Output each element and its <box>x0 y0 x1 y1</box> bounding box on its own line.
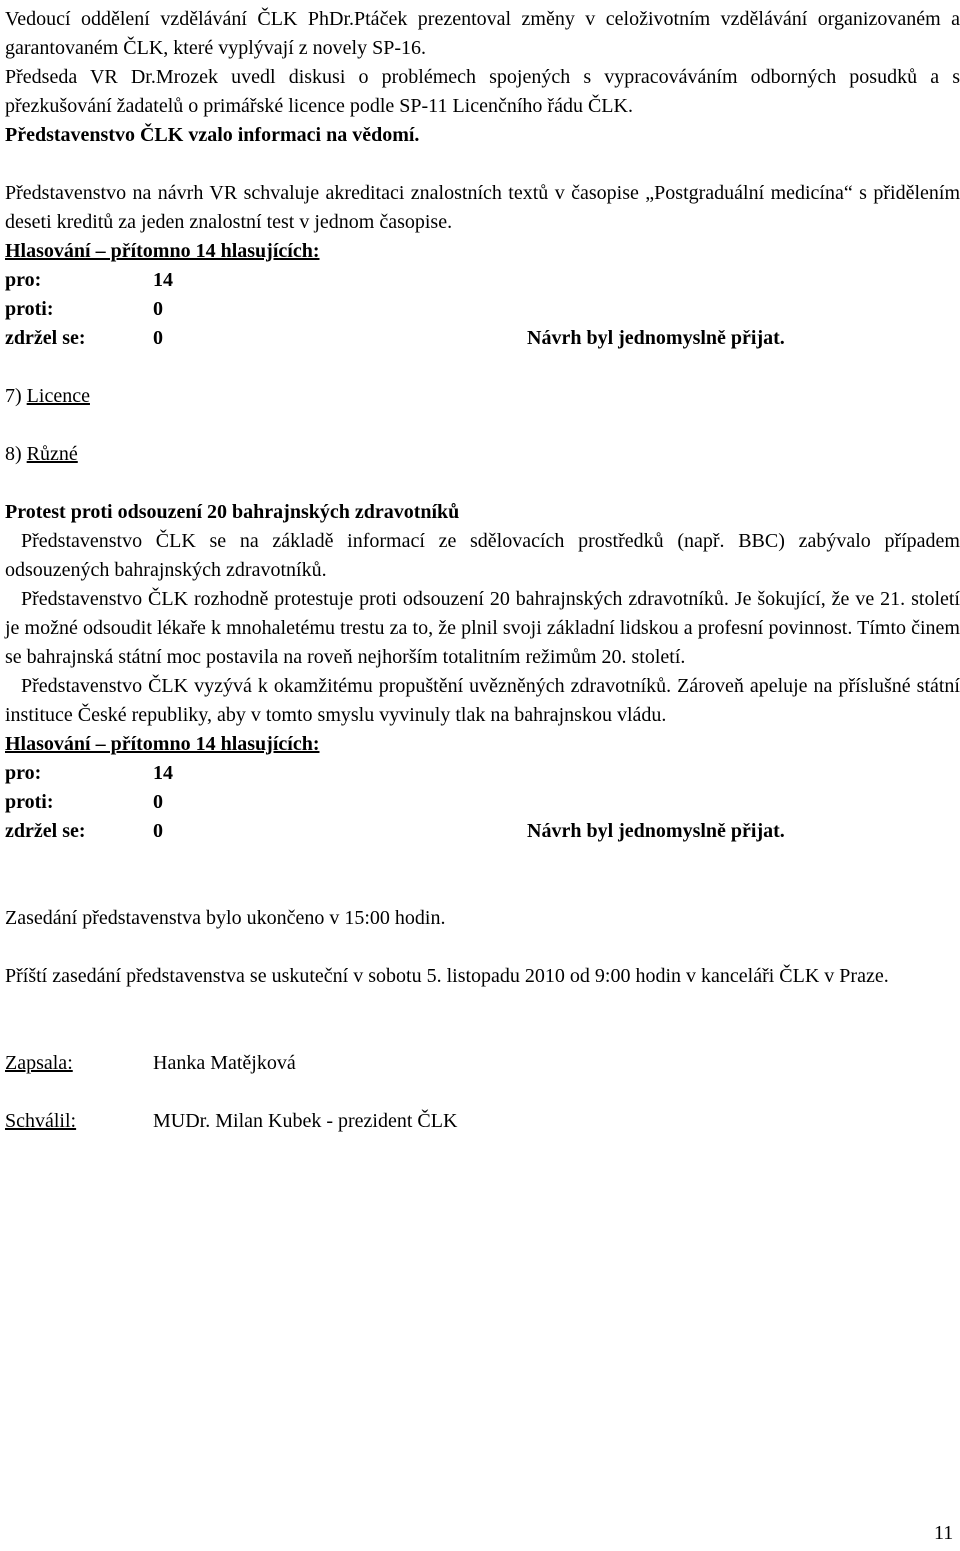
approved-by-row <box>5 1107 960 1136</box>
section-title: Licence <box>26 385 90 407</box>
vote-value-proti: 0 <box>153 791 163 813</box>
intro-paragraph-education: Vedoucí oddělení vzdělávání ČLK PhDr.Ptáček prezentoval změny v celoživotním vzdělávání organizovaném a garantovaném ČLK, které vyplývají z novely SP-16. <box>5 8 960 59</box>
page-number: 11 <box>934 1522 954 1544</box>
document-page <box>5 5 960 1136</box>
vote-result: Návrh byl jednomyslně přijat. <box>527 327 785 349</box>
spacer <box>5 933 960 962</box>
vote-row-proti <box>5 295 960 324</box>
vote-result: Návrh byl jednomyslně přijat. <box>527 820 785 842</box>
vote-heading: Hlasování – přítomno 14 hlasujících: <box>5 240 320 262</box>
spacer <box>5 353 960 382</box>
vote-label-abstain: zdržel se: <box>5 820 86 842</box>
spacer <box>5 991 960 1020</box>
protest-paragraph-3: Představenstvo ČLK vyzývá k okamžitému propuštění uvězněných zdravotníků. Zároveň apeluje na příslušné státní instituce České republiky, aby v tomto smyslu vyvinuly tlak na bahrajnskou vládu. <box>5 675 960 726</box>
vote-row-abstain <box>5 817 960 846</box>
vote-label-proti: proti: <box>5 791 54 813</box>
intro-paragraph-expertise: Předseda VR Dr.Mrozek uvedl diskusi o problémech spojených s vypracováváním odborných posudků a s přezkušování žadatelů o primářské licence podle SP-11 Licenčního řádu ČLK. <box>5 66 960 117</box>
approved-by-name: MUDr. Milan Kubek - prezident ČLK <box>153 1110 458 1132</box>
section-7-heading <box>5 382 960 411</box>
vote-label-pro: pro: <box>5 762 42 784</box>
vote-value-pro: 14 <box>153 269 173 291</box>
approved-by-label: Schválil: <box>5 1110 77 1132</box>
next-meeting-statement: Příští zasedání představenstva se uskuteční v sobotu 5. listopadu 2010 od 9:00 hodin v kanceláři ČLK v Praze. <box>5 965 889 987</box>
protest-paragraph-1: Představenstvo ČLK se na základě informací ze sdělovacích prostředků (např. BBC) zabývalo případem odsouzených bahrajnských zdravotníků. <box>5 530 960 581</box>
vote-value-abstain: 0 <box>153 327 163 349</box>
spacer <box>5 875 960 904</box>
protest-title: Protest proti odsouzení 20 bahrajnských zdravotníků <box>5 501 460 523</box>
board-noted-statement: Představenstvo ČLK vzalo informaci na vědomí. <box>5 124 420 146</box>
vote-block-1 <box>5 237 960 353</box>
vote-value-proti: 0 <box>153 298 163 320</box>
spacer <box>5 1020 960 1049</box>
vote-value-abstain: 0 <box>153 820 163 842</box>
vote-row-pro <box>5 759 960 788</box>
vote-label-pro: pro: <box>5 269 42 291</box>
vote-heading: Hlasování – přítomno 14 hlasujících: <box>5 733 320 755</box>
section-title: Různé <box>26 443 78 465</box>
spacer <box>5 411 960 440</box>
spacer <box>5 1078 960 1107</box>
spacer <box>5 150 960 179</box>
resolution-text: Představenstvo na návrh VR schvaluje akreditaci znalostních textů v časopise „Postgraduální medicína“ s přidělením deseti kreditů za jeden znalostní test v jednom časopise. <box>5 182 960 233</box>
recorded-by-label: Zapsala: <box>5 1052 73 1074</box>
vote-label-proti: proti: <box>5 298 54 320</box>
meeting-end-statement: Zasedání představenstva bylo ukončeno v 15:00 hodin. <box>5 907 446 929</box>
spacer <box>5 846 960 875</box>
vote-row-pro <box>5 266 960 295</box>
vote-row-proti <box>5 788 960 817</box>
section-number: 7) <box>5 385 22 407</box>
section-8-heading <box>5 440 960 469</box>
recorded-by-name: Hanka Matějková <box>153 1052 296 1074</box>
vote-label-abstain: zdržel se: <box>5 327 86 349</box>
section-number: 8) <box>5 443 22 465</box>
recorded-by-row <box>5 1049 960 1078</box>
spacer <box>5 469 960 498</box>
vote-block-2 <box>5 730 960 846</box>
vote-row-abstain <box>5 324 960 353</box>
protest-paragraph-2: Představenstvo ČLK rozhodně protestuje proti odsouzení 20 bahrajnských zdravotníků. Je šokující, že ve 21. století je možné odsoudit lékaře k mnohaletému trestu za to, že plnil svoji základní lidskou a profesní povinnost. Tímto činem se bahrajnská státní moc postavila na roveň nejhorším totalitním režimům 20. století. <box>5 588 960 668</box>
vote-value-pro: 14 <box>153 762 173 784</box>
